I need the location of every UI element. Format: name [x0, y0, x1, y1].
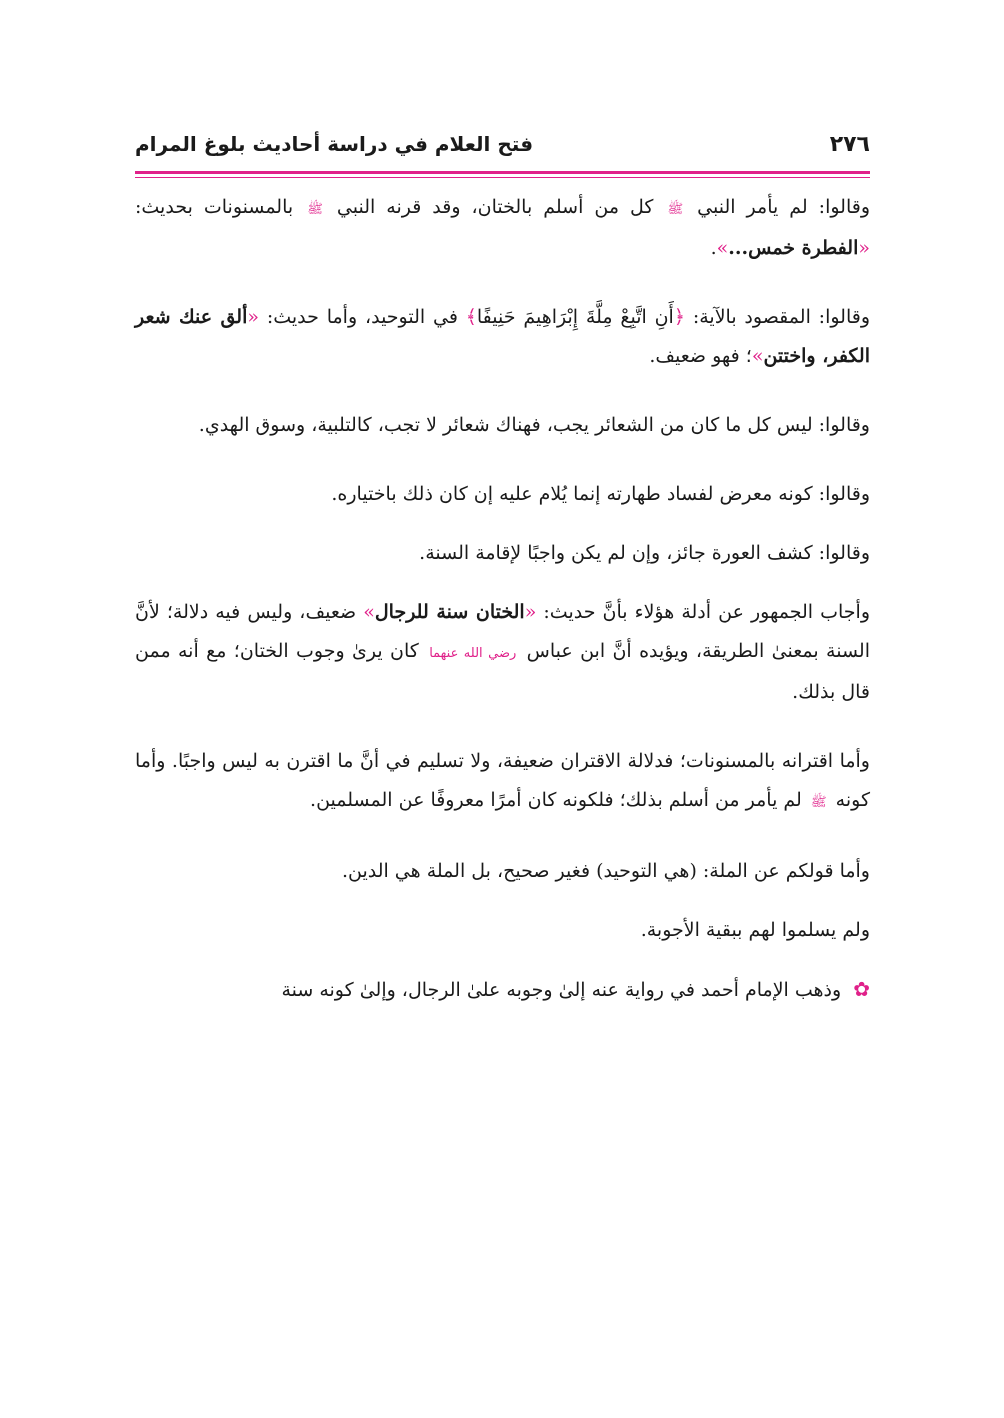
paragraph-4: وقالوا: كونه معرض لفساد طهارته إنما يُلام عليه إن كان ذلك باختياره. [331, 483, 870, 505]
hadith-quote: ألق عنك شعر الكفر، واختتن [135, 306, 870, 367]
hadith-quote: الختان سنة للرجال [374, 601, 525, 623]
paragraph-text: وأما اقترانه بالمسنونات؛ فدلالة الاقتران ضعيفة، ولا تسليم في أنَّ ما اقترن به ليس واجبًا. وأما كونه [135, 750, 870, 811]
companion-honorific: رضي الله عنهما [429, 646, 517, 661]
paragraph-text: كل من أسلم بالختان، وقد قرنه النبي [336, 196, 654, 218]
paragraph-10 [135, 970, 870, 1010]
paragraph-text: . [710, 237, 717, 259]
quote-open: « [858, 237, 870, 259]
paragraph-text: وذهب الإمام أحمد في رواية عنه إلىٰ وجوبه علىٰ الرجال، وإلىٰ كونه سنة [281, 979, 842, 1001]
paragraph-8: وأما قولكم عن الملة: (هي التوحيد) فغير صحيح، بل الملة هي الدين. [341, 860, 870, 882]
paragraph-text: كان يرىٰ وجوب الختان؛ مع أنه ممن قال بذلك. [135, 640, 870, 703]
quote-open: « [524, 601, 537, 623]
ayah-open: ﴿ [673, 306, 685, 328]
paragraph-7 [135, 742, 870, 822]
hadith-quote: الفطرة خمس... [728, 237, 859, 259]
paragraph-text: وقالوا: لم يأمر النبي [697, 196, 871, 218]
page-number: ٢٧٦ [829, 132, 870, 157]
quote-open: « [247, 306, 259, 328]
paragraph-text: ضعيف، وليس فيه دلالة؛ لأنَّ السنة بمعنىٰ الطريقة، ويؤيده أنَّ ابن عباس [135, 601, 870, 662]
paragraph-3: وقالوا: ليس كل ما كان من الشعائر يجب، فهناك شعائر لا تجب، كالتلبية، وسوق الهدي. [198, 414, 870, 436]
paragraph-text: لم يأمر من أسلم بذلك؛ فلكونه كان أمرًا معروفًا عن المسلمين. [310, 789, 802, 811]
paragraph-text: ؛ فهو ضعيف. [649, 345, 752, 367]
page-body [135, 188, 870, 1040]
prophet-honorific: ﷺ [307, 202, 323, 217]
book-title: فتح العلام في دراسة أحاديث بلوغ المرام [135, 132, 534, 156]
paragraph-5: وقالوا: كشف العورة جائز، وإن لم يكن واجبًا لإقامة السنة. [419, 542, 870, 564]
prophet-honorific: ﷺ [667, 202, 684, 217]
quote-close: » [751, 345, 764, 367]
paragraph-1 [135, 188, 870, 268]
header-rule-thin [135, 177, 870, 178]
quote-close: » [716, 237, 729, 259]
paragraph-text: وقالوا: المقصود بالآية: [692, 306, 871, 328]
paragraph-2 [135, 298, 870, 376]
prophet-honorific: ﷺ [810, 795, 827, 810]
header-rule-thick [135, 171, 870, 174]
quote-close: » [363, 601, 375, 623]
paragraph-9: ولم يسلموا لهم ببقية الأجوبة. [640, 919, 870, 941]
paragraph-text: وأجاب الجمهور عن أدلة هؤلاء بأنَّ حديث: [543, 601, 870, 623]
paragraph-text: في التوحيد، وأما حديث: [266, 306, 458, 328]
ayah-text: أَنِ اتَّبِعْ مِلَّةَ إِبْرَاهِيمَ حَنِيفًا [476, 306, 674, 328]
paragraph-text: بالمسنونات بحديث: [135, 196, 294, 218]
paragraph-6 [135, 593, 870, 712]
ayah-close: ﴾ [465, 306, 477, 328]
flower-bullet-icon: ✿ [853, 977, 870, 1001]
page-header [135, 128, 870, 168]
